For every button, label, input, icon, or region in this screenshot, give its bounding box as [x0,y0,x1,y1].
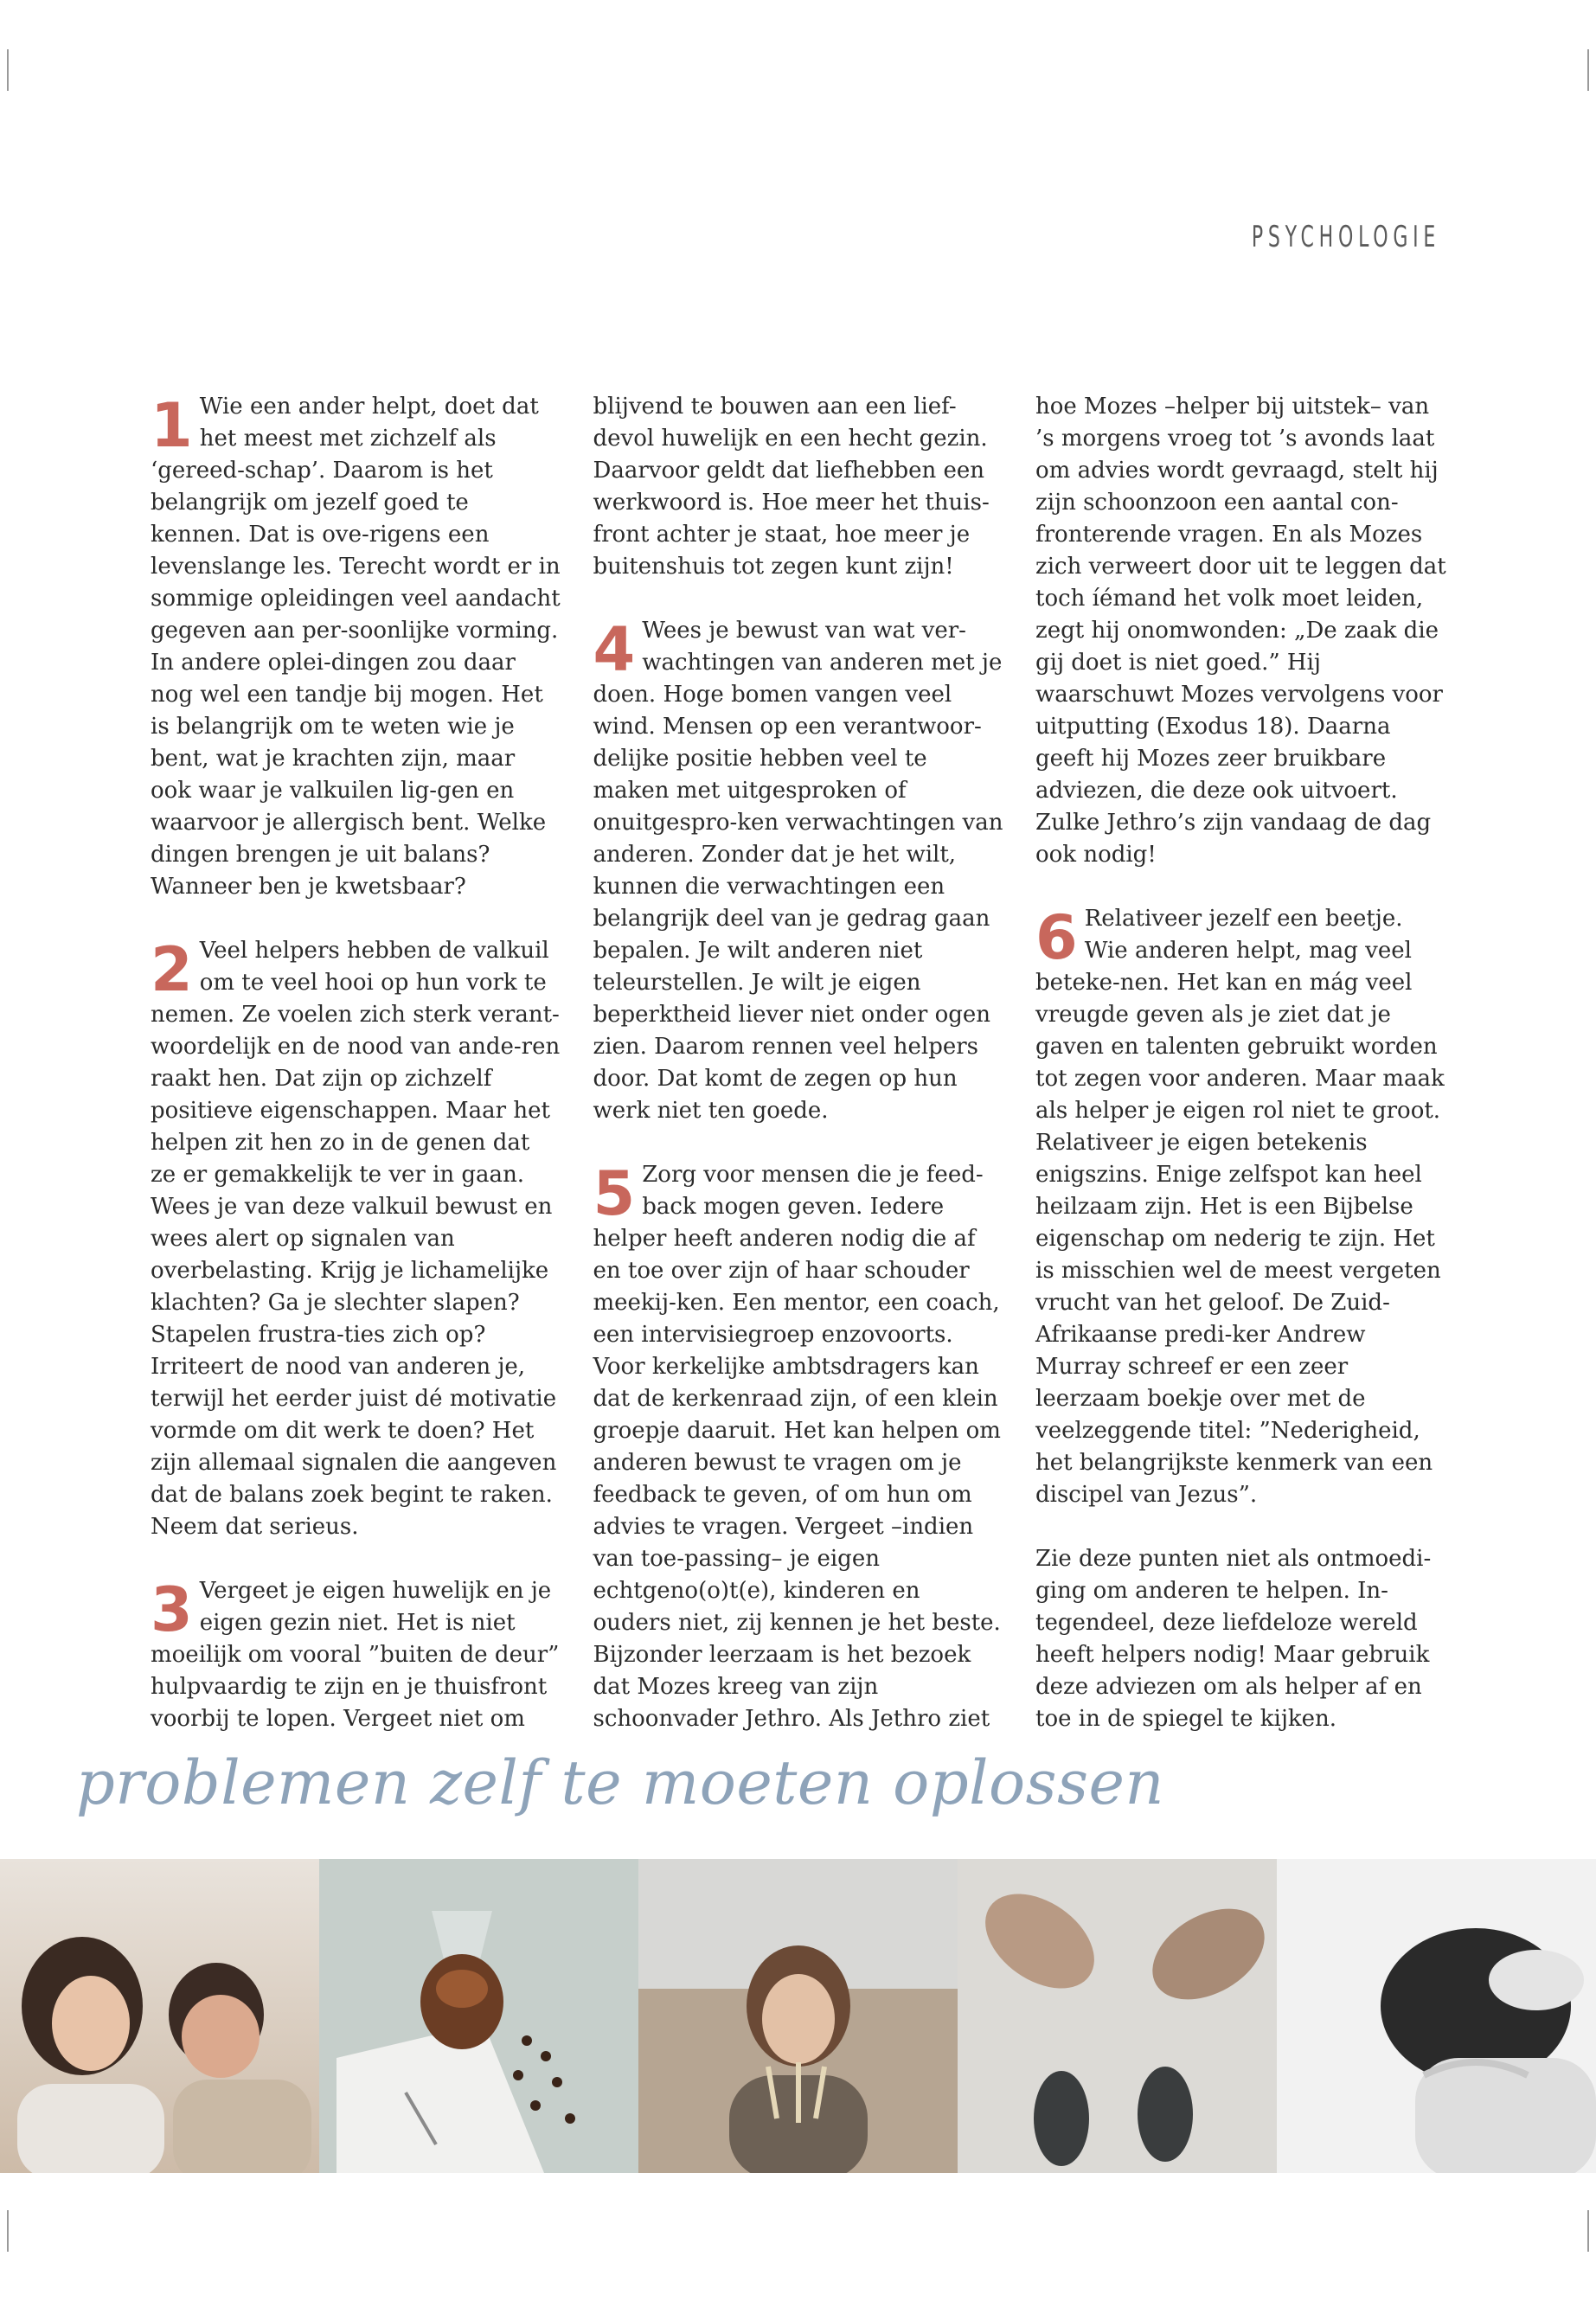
point-5-continued: hoe Mozes –helper bij uitstek– van ’s morgens vroeg tot ’s avonds laat om advies wordt gevraagd, stelt hij zijn schoonzoon een aantal con-fronterende vragen. En als Mozes zich verweert door uit te leggen dat toch íémand het volk moet leiden, zegt hij onomwonden: „De zaak die gij doet is niet goed.” Hij waarschuwt Mozes vervolgens voor uitputting (Exodus 18). Daarna geeft hij Mozes zeer bruikbare adviezen, die deze ook uitvoert. Zulke Jethro’s zijn vandaag de dag ook nodig! [1035,394,1446,868]
crop-mark-bottom-right [1587,2210,1589,2252]
photo-strip [0,1859,1596,2173]
point-number-1: 1 [151,390,193,461]
point-5-text: Zorg voor mensen die je feed-back mogen geven. Iedere helper heeft anderen nodig die af en toe over zijn of haar schouder meekij-ken. Een mentor, een coach, een intervisiegroep enzovoorts. Voor kerkelijke ambtsdragers kan dat de kerkenraad zijn, of een klein groepje daaruit. Het kan helpen om anderen bewust te vragen om je feedback te geven, of om hun om advies te vragen. Vergeet –indien van toe-passing– je eigen echtgeno(o)t(e), kinderen en ouders niet, zij kennen je het beste. Bijzonder leerzaam is het bezoek dat Mozes kreeg van zijn schoonvader Jethro. Als Jethro ziet [593,1162,1001,1732]
point-3-continued: blijvend te bouwen aan een lief-devol huwelijk en een hecht gezin. Daarvoor geldt dat liefhebben een werkwoord is. Hoe meer het thuis-front achter je staat, hoe meer je buitenshuis tot zegen kunt zijn! [593,394,990,580]
closing-paragraph: Zie deze punten niet als ontmoedi-ging om anderen te helpen. In-tegendeel, deze liefdeloze wereld heeft helpers nodig! Maar gebruik deze adviezen om als helper af en toe in de spiegel te kijken. [1035,1546,1432,1732]
article-body [151,390,1446,1732]
point-number-3: 3 [151,1574,193,1645]
shoes-on-floor-photo [958,1859,1277,2173]
point-number-6: 6 [1035,902,1078,973]
column-1 [151,390,561,1732]
section-label: PSYCHOLOGIE [1251,220,1440,254]
column-3 [1035,391,1446,1732]
crop-mark-top-right [1587,49,1589,91]
point-1-text: Wie een ander helpt, doet dat het meest met zichzelf als ‘gereed-schap’. Daarom is het belangrijk om jezelf goed te kennen. Dat is ove-rigens een levenslange les. Terecht wordt er in sommige opleidingen veel aandacht gegeven aan per-soonlijke vorming. In andere oplei-dingen zou daar nog wel een tandje bij mogen. Het is belangrijk om te weten wie je bent, wat je krachten zijn, maar ook waar je valkuilen lig-gen en waarvoor je allergisch bent. Welke dingen brengen je uit balans? Wanneer ben je kwetsbaar? [151,394,561,900]
crop-mark-top-left [7,49,9,91]
person-holding-head-photo [1277,1859,1596,2173]
point-2 [151,935,561,1543]
point-4 [593,615,1004,1127]
coffee-notebook-photo [319,1859,638,2173]
point-5 [593,1159,1004,1735]
point-3 [151,1575,561,1735]
point-6 [1035,903,1446,1511]
smiling-woman-field-photo [638,1859,958,2173]
point-number-2: 2 [151,934,193,1005]
laughing-couple-photo [0,1859,319,2173]
point-number-4: 4 [593,614,636,685]
crop-mark-bottom-left [7,2210,9,2252]
point-4-text: Wees je bewust van wat ver-wachtingen van anderen met je doen. Hoge bomen vangen veel wind. Mensen op een verantwoor-delijke positie hebben veel te maken met uitgesproken of onuitgespro-ken verwachtingen van anderen. Zonder dat je het wilt, kunnen die verwachtingen een belangrijk deel van je gedrag gaan bepalen. Je wilt anderen niet teleurstellen. Je wilt je eigen beperktheid liever niet onder ogen zien. Daarom rennen veel helpers door. Dat komt de zegen op hun werk niet ten goede. [593,618,1003,1124]
point-number-5: 5 [593,1158,636,1229]
pull-quote-heading: problemen zelf te moeten oplossen [76,1747,1165,1818]
column-2 [593,391,1004,1732]
point-1 [151,391,561,903]
point-3-text: Vergeet je eigen huwelijk en je eigen gezin niet. Het is niet moeilijk om vooral ”buiten de deur” hulpvaardig te zijn en je thuisfront voorbij te lopen. Vergeet niet om [151,1578,560,1732]
point-2-text: Veel helpers hebben de valkuil om te veel hooi op hun vork te nemen. Ze voelen zich sterk verant-woordelijk en de nood van ande-ren raakt hen. Dat zijn op zichzelf positieve eigenschappen. Maar het helpen zit hen zo in de genen dat ze er gemakkelijk te ver in gaan. Wees je van deze valkuil bewust en wees alert op signalen van overbelasting. Krijg je lichamelijke klachten? Ga je slechter slapen? Stapelen frustra-ties zich op? Irriteert de nood van anderen je, terwijl het eerder juist dé motivatie vormde om dit werk te doen? Het zijn allemaal signalen die aangeven dat de balans zoek begint te raken. Neem dat serieus. [151,938,561,1540]
point-6-text: Relativeer jezelf een beetje. Wie anderen helpt, mag veel beteke-nen. Het kan en mág veel vreugde geven als je ziet dat je gaven en talenten gebruikt worden tot zegen voor anderen. Maar maak als helper je eigen rol niet te groot. Relativeer je eigen betekenis enigszins. Enige zelfspot kan heel heilzaam zijn. Het is een Bijbelse eigenschap om nederig te zijn. Het is misschien wel de meest vergeten vrucht van het geloof. De Zuid-Afrikaanse predi-ker Andrew Murray schreef er een zeer leerzaam boekje over met de veelzeggende titel: ”Nederigheid, het belangrijkste kenmerk van een discipel van Jezus”. [1035,906,1445,1508]
